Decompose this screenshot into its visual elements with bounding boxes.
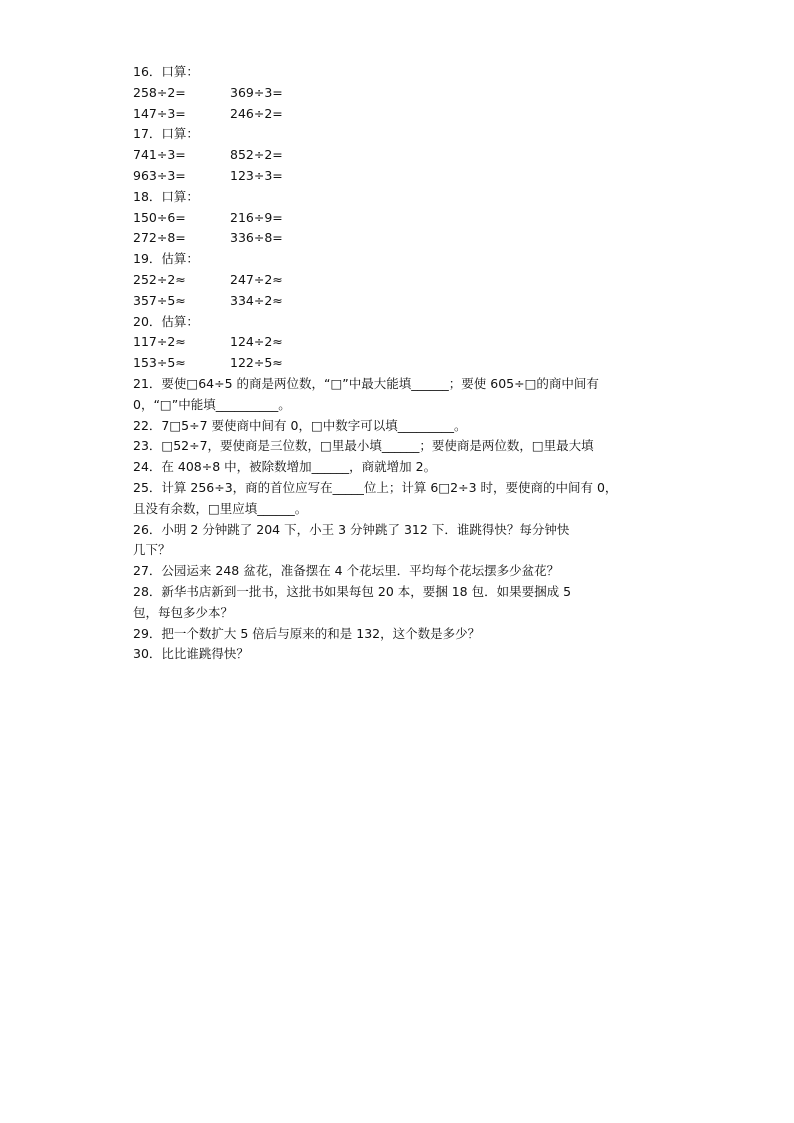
expression: 147÷3= <box>133 105 186 121</box>
problem-18-title: 18．口算： <box>133 188 199 204</box>
problem-26-line-1: 26．小明 2 分钟跳了 204 下，小王 3 分钟跳了 312 下．谁跳得快？每分钟快 <box>133 521 570 537</box>
problem-28-line-1: 28．新华书店新到一批书，这批书如果每包 20 本，要捆 18 包．如果要捆成 5 <box>133 583 572 599</box>
problem-24: 24．在 408÷8 中，被除数增加______，商就增加 2。 <box>133 459 437 475</box>
expression: 247÷2≈ <box>230 271 283 287</box>
problem-30: 30．比比谁跳得快？ <box>133 646 249 662</box>
expression: 216÷9= <box>230 209 283 225</box>
expression: 963÷3= <box>133 167 186 183</box>
problem-25-line-1: 25．计算 256÷3，商的首位应写在_____位上；计算 6□2÷3 时，要使商的中间有 0， <box>133 479 618 495</box>
expression: 258÷2= <box>133 84 186 100</box>
problem-22: 22．7□5÷7 要使商中间有 0，□中数字可以填_________。 <box>133 417 467 433</box>
expression: 369÷3= <box>230 84 283 100</box>
expression: 123÷3= <box>230 167 283 183</box>
problem-18-row-2 <box>133 228 673 249</box>
problem-20-row-1 <box>133 332 673 353</box>
problem-17-title: 17．口算： <box>133 126 199 142</box>
problem-19-row-2 <box>133 291 673 312</box>
problem-21-line-2: 0，“□”中能填__________。 <box>133 396 291 412</box>
expression: 153÷5≈ <box>133 355 186 371</box>
expression: 122÷5≈ <box>230 355 283 371</box>
problem-19-row-1 <box>133 270 673 291</box>
problem-21-line-1: 21．要使□64÷5 的商是两位数，“□”中最大能填______；要使 605÷□的商中间有 <box>133 375 599 391</box>
problem-16-row-2 <box>133 104 673 125</box>
expression: 252÷2≈ <box>133 271 186 287</box>
expression: 852÷2= <box>230 147 283 163</box>
problem-19-title: 19．估算： <box>133 251 199 267</box>
problem-16-row-1 <box>133 83 673 104</box>
expression: 124÷2≈ <box>230 334 283 350</box>
problem-26-line-2: 几下？ <box>133 542 171 558</box>
problem-17-row-1 <box>133 145 673 166</box>
problem-17-row-2 <box>133 166 673 187</box>
problem-20-title: 20．估算： <box>133 313 199 329</box>
problem-20-row-2 <box>133 353 673 374</box>
problem-25-line-2: 且没有余数，□里应填______。 <box>133 500 308 516</box>
expression: 334÷2≈ <box>230 292 283 308</box>
problem-23: 23．□52÷7，要使商是三位数，□里最小填______；要使商是两位数，□里最大填 <box>133 438 594 454</box>
problem-28-line-2: 包，每包多少本？ <box>133 604 234 620</box>
problem-16-title: 16．口算： <box>133 64 199 79</box>
expression: 336÷8= <box>230 230 283 246</box>
problem-29: 29．把一个数扩大 5 倍后与原来的和是 132，这个数是多少？ <box>133 625 481 641</box>
expression: 357÷5≈ <box>133 292 186 308</box>
worksheet-content <box>133 62 673 665</box>
expression: 741÷3= <box>133 147 186 163</box>
expression: 150÷6= <box>133 209 186 225</box>
expression: 272÷8= <box>133 230 186 246</box>
problem-27: 27．公园运来 248 盆花，准备摆在 4 个花坛里．平均每个花坛摆多少盆花？ <box>133 563 560 579</box>
expression: 246÷2= <box>230 105 283 121</box>
expression: 117÷2≈ <box>133 334 186 350</box>
problem-18-row-1 <box>133 208 673 229</box>
